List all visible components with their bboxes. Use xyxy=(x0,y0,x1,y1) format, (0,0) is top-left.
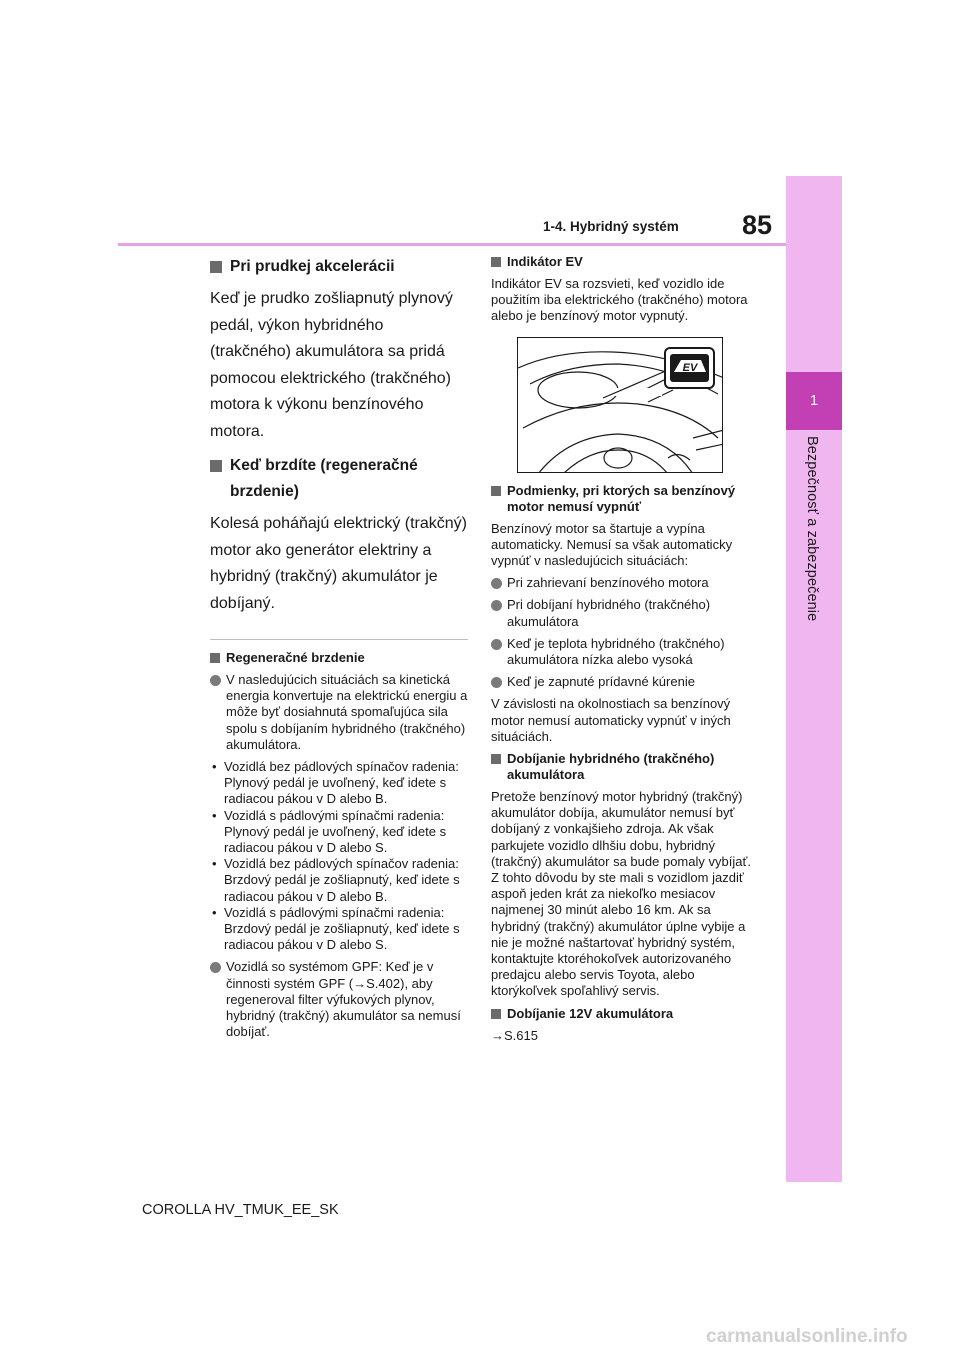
regen-dash-3: • Vozidlá bez pádlových spínačov radenia: Brzdový pedál je zošliapnutý, keď idete s radiacou pákou v D alebo B. xyxy=(210,856,468,905)
regen-dash-4: • Vozidlá s pádlovými spínačmi radenia: Brzdový pedál je zošliapnutý, keď idete s radiacou pákou v D alebo S. xyxy=(210,905,468,954)
heading-engine-conditions: Podmienky, pri ktorých sa benzínový motor nemusí vypnúť xyxy=(491,483,759,515)
heading-12v-charging: Dobíjanie 12V akumulátora xyxy=(491,1006,759,1022)
chapter-number: 1 xyxy=(809,392,819,409)
right-column xyxy=(491,254,759,1050)
link-12v-page-ref[interactable]: →S.615 xyxy=(491,1027,538,1043)
watermark: carmanualsonline.info xyxy=(706,1326,908,1347)
header-rule xyxy=(118,243,786,246)
condition-bullet-3: Keď je teplota hybridného (trakčného) akumulátora nízka alebo vysoká xyxy=(491,636,759,668)
heading-braking: Keď brzdíte (regeneračné brzdenie) xyxy=(210,453,468,505)
regen-bullet-2: Vozidlá so systémom GPF: Keď je v činnosti systém GPF (→S.402), aby regeneroval filter výfukových plynov, hybridný (trakčný) akumulátor sa nemusí dobíjať. xyxy=(210,959,468,1040)
text-acceleration: Keď je prudko zošliapnutý plynový pedál, výkon hybridného (trakčného) akumulátora sa pridá pomocou elektrického (trakčného) motora k výkonu benzínového motora. xyxy=(210,290,453,440)
heading-acceleration: Pri prudkej akcelerácii xyxy=(210,254,468,280)
text-ev-indicator: Indikátor EV sa rozsvieti, keď vozidlo ide použitím iba elektrického (trakčného) motora alebo je benzínový motor vypnutý. xyxy=(491,276,748,324)
regen-bullet-1: V nasledujúcich situáciách sa kinetická energia konvertuje na elektrickú energiu a môže byť dosiahnutá spomaľujúca sila spolu s dobíjaním hybridného (trakčného) akumulátora. xyxy=(210,672,468,753)
divider xyxy=(210,639,468,640)
chapter-label: Bezpečnosť a zabezpečenie xyxy=(804,436,820,622)
document-code: COROLLA HV_TMUK_EE_SK xyxy=(142,1202,339,1218)
chapter-side-band xyxy=(786,176,842,1182)
text-hybrid-charging: Pretože benzínový motor hybridný (trakčný) akumulátor dobíja, akumulátor nemusí byť dobíjaný z vonkajšieho zdroja. Ak však parkujete vozidlo dlhšiu dobu, hybridný (trakčný) akumulátor sa bude pomaly vybíjať. Z tohto dôvodu by ste mali s vozidlom jazdiť aspoň jeden krát za niekoľko mesiacov najmenej 30 minút alebo 16 km. Ak sa hybridný (trakčný) akumulátor úplne vybije a nie je možné naštartovať hybridný systém, kontaktujte ktoréhokoľvek autorizovaného predajcu alebo servis Toyota, alebo ktorýkoľvek spoľahlivý servis. xyxy=(491,789,751,999)
heading-regen: Regeneračné brzdenie xyxy=(210,650,468,666)
chapter-tab[interactable] xyxy=(786,372,842,430)
condition-bullet-2: Pri dobíjaní hybridného (trakčného) akumulátora xyxy=(491,597,759,629)
text-braking: Kolesá poháňajú elektrický (trakčný) motor ako generátor elektriny a hybridný (trakčný) akumulátor je dobíjaný. xyxy=(210,515,468,612)
left-column xyxy=(210,254,468,1046)
condition-bullet-1: Pri zahrievaní benzínového motora xyxy=(491,575,759,591)
text-engine-intro: Benzínový motor sa štartuje a vypína automaticky. Nemusí sa však automaticky vypnúť v nasledujúcich situáciách: xyxy=(491,520,733,569)
heading-ev-indicator: Indikátor EV xyxy=(491,254,759,270)
page-number: 85 xyxy=(742,210,773,240)
condition-bullet-4: Keď je zapnuté prídavné kúrenie xyxy=(491,674,759,690)
section-title: 1-4. Hybridný systém xyxy=(543,219,679,234)
text-engine-outro: V závislosti na okolnostiach sa benzínový motor nemusí automaticky vypnúť v iných situáciách. xyxy=(491,696,731,744)
ev-indicator-illustration xyxy=(517,337,723,473)
regen-dash-2: • Vozidlá s pádlovými spínačmi radenia: Plynový pedál je uvoľnený, keď idete s radiacou pákou v D alebo S. xyxy=(210,808,468,857)
ev-badge-text: EV xyxy=(682,361,698,374)
heading-hybrid-charging: Dobíjanie hybridného (trakčného) akumulátora xyxy=(491,751,759,783)
regen-dash-1: • Vozidlá bez pádlových spínačov radenia: Plynový pedál je uvoľnený, keď idete s radiacou pákou v D alebo B. xyxy=(210,759,468,808)
